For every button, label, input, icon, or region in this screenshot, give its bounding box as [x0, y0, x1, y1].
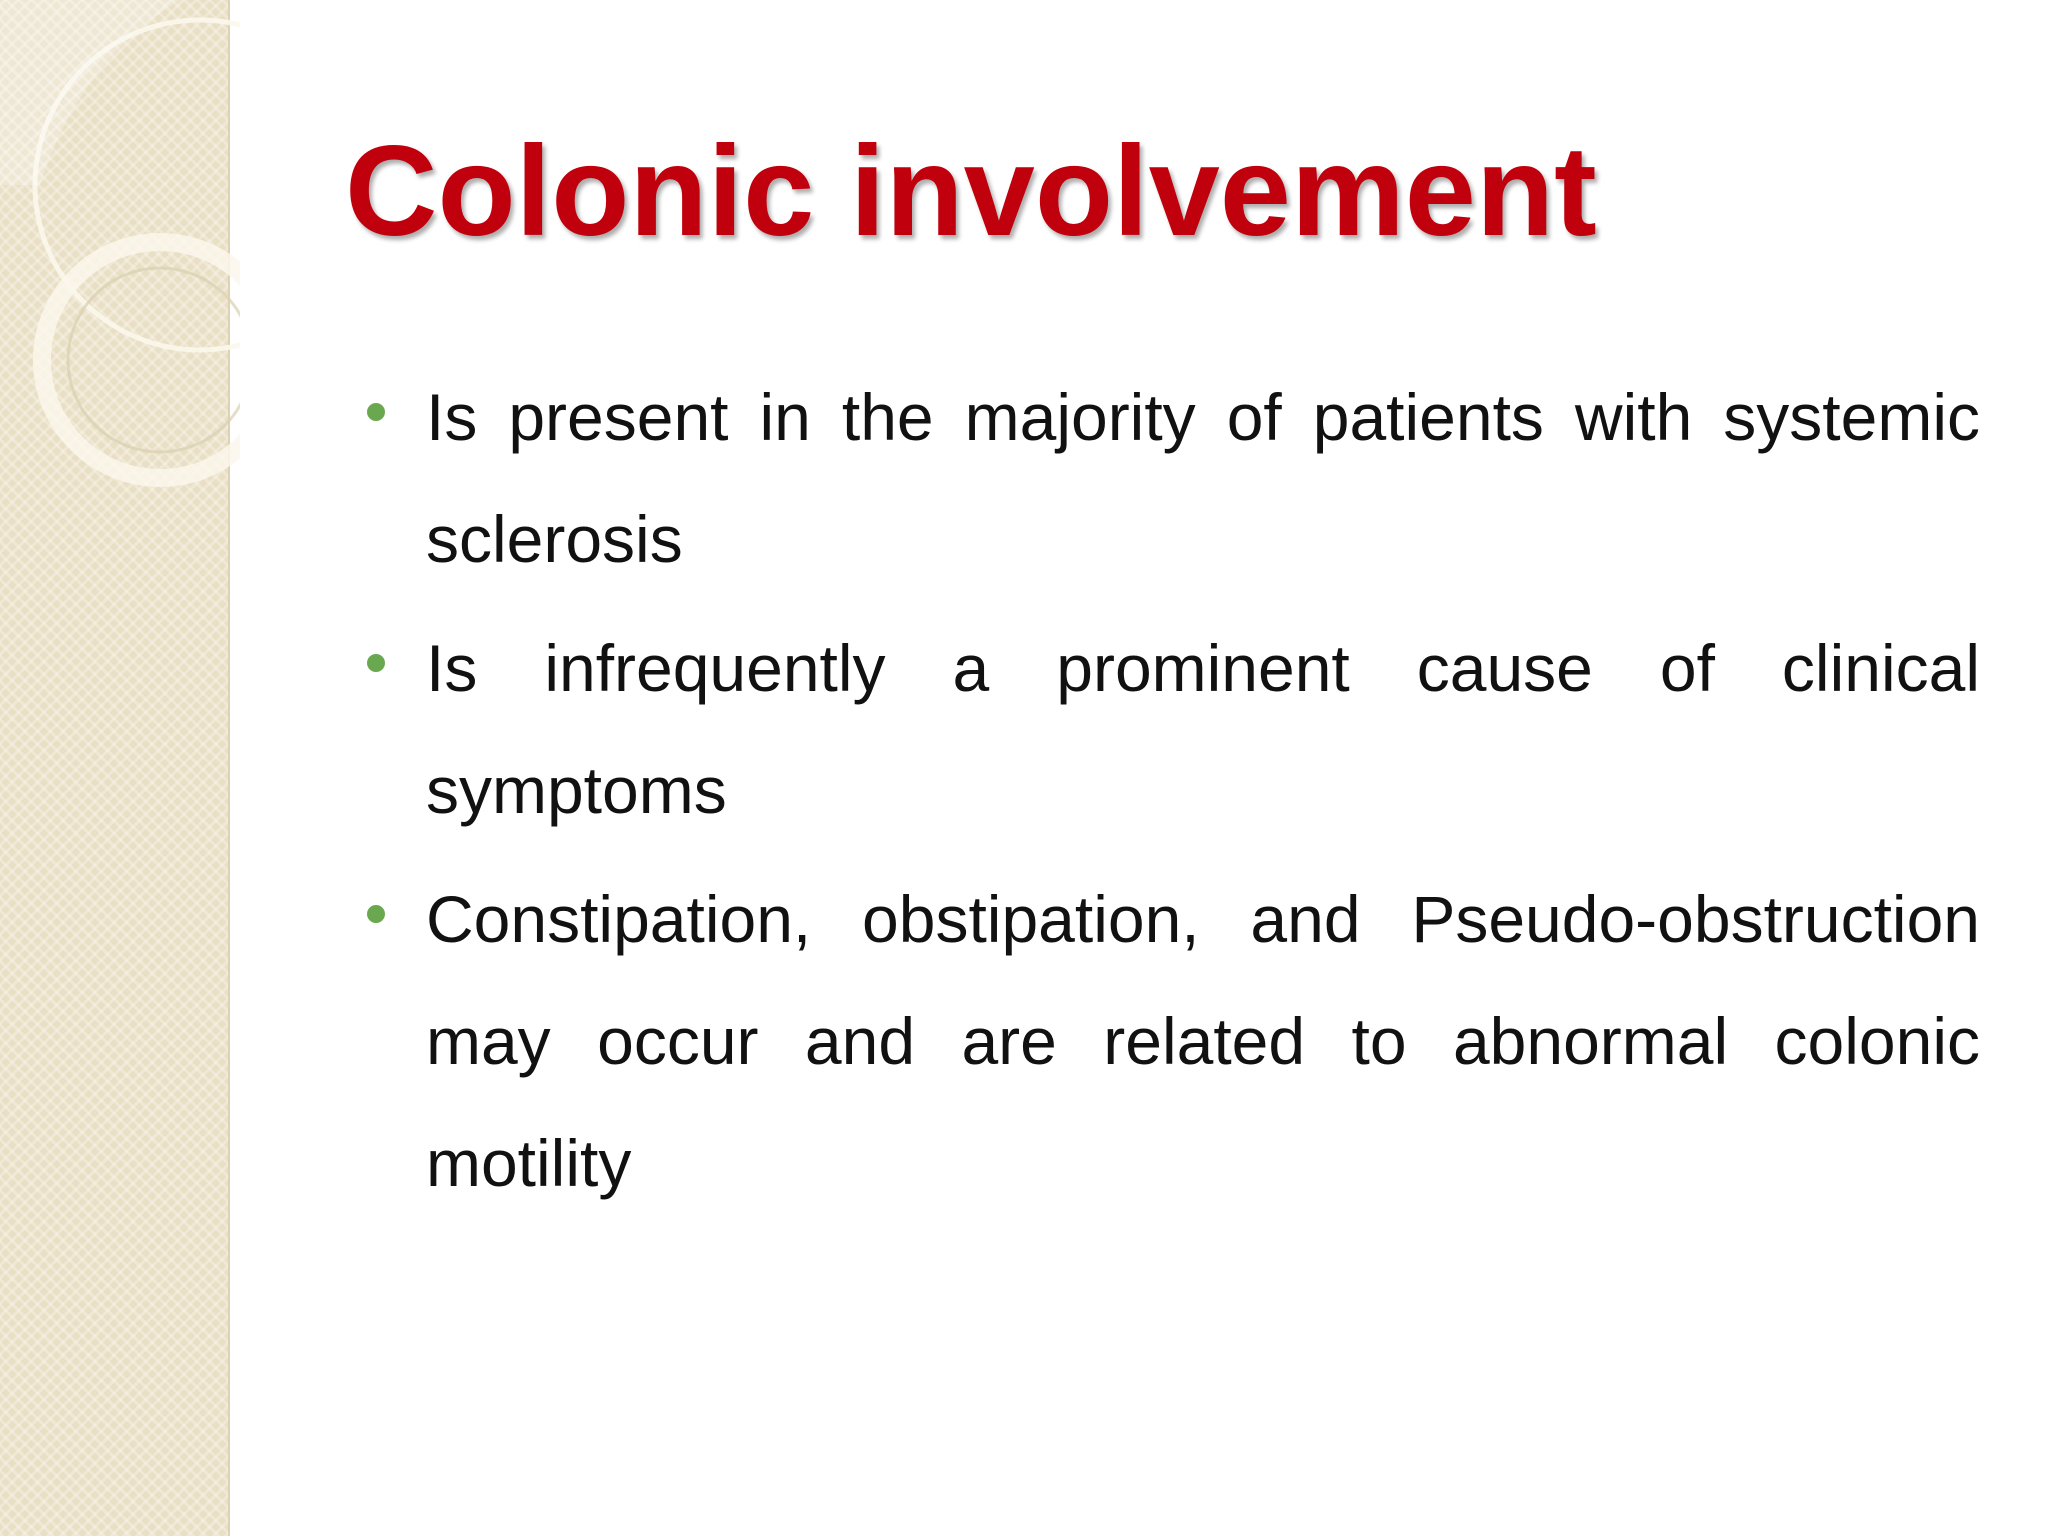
bullet-list	[360, 356, 1980, 1231]
bullet-item	[360, 356, 1980, 600]
bullet-dot-icon	[367, 403, 385, 421]
bullet-item	[360, 607, 1980, 851]
bullet-text: Is infrequently a prominent cause of clinical symptoms	[426, 631, 1980, 827]
decorative-sidebar	[0, 0, 230, 1536]
ring-small-inner	[68, 268, 240, 452]
bullet-text: Is present in the majority of patients with systemic sclerosis	[426, 380, 1980, 576]
bullet-dot-icon	[367, 905, 385, 923]
bullet-dot-icon	[367, 654, 385, 672]
ring-small-outer	[42, 242, 240, 478]
bullet-text: Constipation, obstipation, and Pseudo-obstruction may occur and are related to abnormal colonic motility	[426, 882, 1980, 1200]
decorative-rings	[0, 0, 240, 520]
slide-title: Colonic involvement	[345, 120, 1597, 263]
bullet-item	[360, 858, 1980, 1224]
